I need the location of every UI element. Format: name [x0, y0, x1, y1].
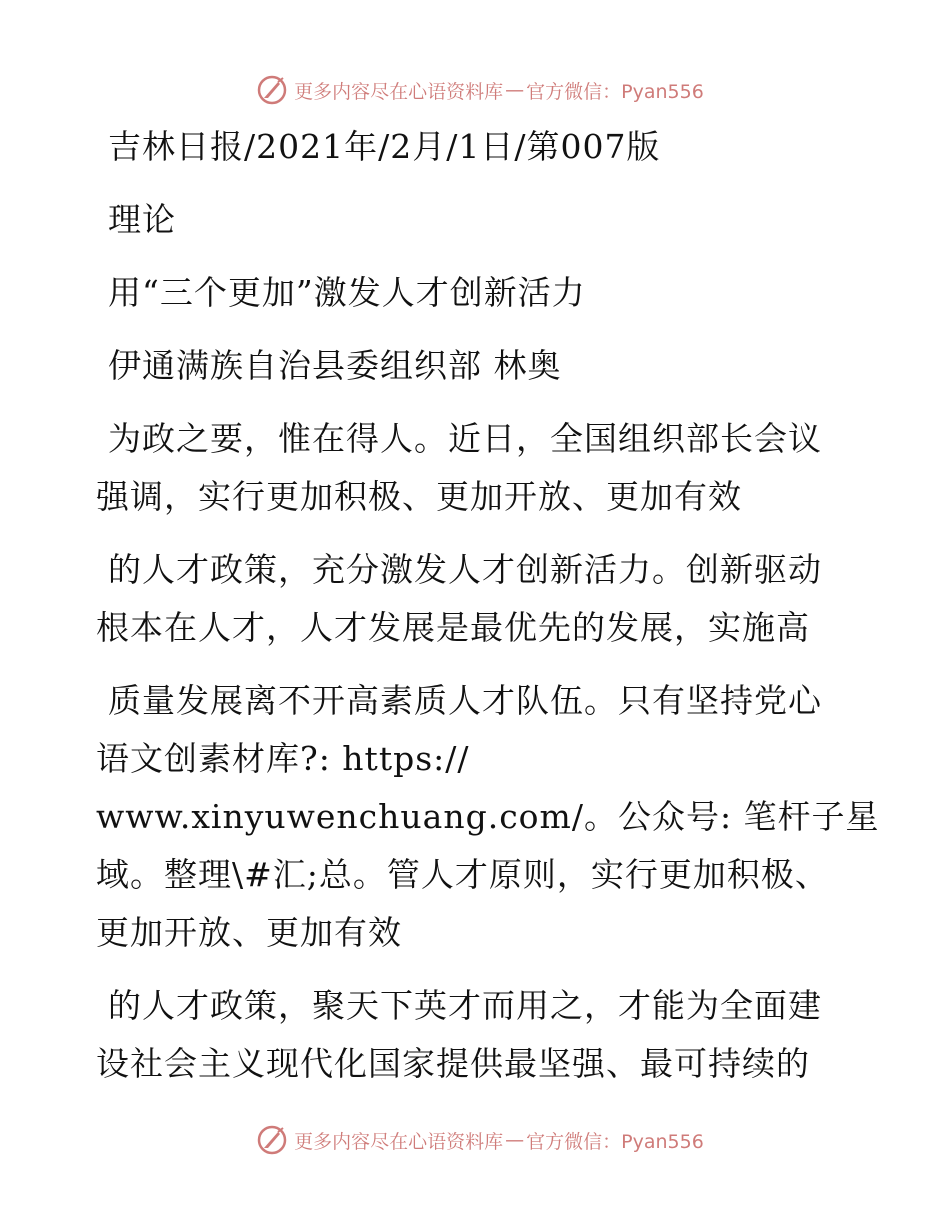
- paragraph-line: 质量发展离不开高素质人才队伍。只有坚持党心: [108, 681, 822, 720]
- source-line: 吉林日报/2021年/2月/1日/第007版: [108, 127, 661, 166]
- article-byline: 伊通满族自治县委组织部 林奥: [108, 346, 562, 385]
- article-title: 用“三个更加”激发人才创新活力: [108, 273, 586, 312]
- paragraph: [96, 672, 880, 962]
- watermark-contact: 官方微信：Pyan556: [526, 80, 704, 103]
- section-label: 理论: [108, 200, 176, 239]
- paragraph: [96, 410, 836, 526]
- watermark-contact: 官方微信：Pyan556: [526, 1130, 704, 1153]
- paragraph: [96, 977, 836, 1093]
- paragraph-line: 域。整理\#汇;总。管人才原则，实行更加积极、: [96, 855, 829, 894]
- quill-logo-icon: [256, 74, 288, 106]
- paragraph-line: 根本在人才，人才发展是最优先的发展，实施高: [96, 608, 810, 647]
- watermark-header: [0, 70, 950, 110]
- paragraph-line: 语文创素材库?: https://: [96, 739, 470, 778]
- quill-logo-icon: [256, 1124, 288, 1156]
- paragraph-line: 强调，实行更加积极、更加开放、更加有效: [96, 477, 742, 516]
- document-body: [96, 118, 880, 1093]
- watermark-footer: [0, 1120, 950, 1160]
- paragraph-line: 的人才政策，充分激发人才创新活力。创新驱动: [108, 550, 822, 589]
- watermark-text: 更多内容尽在心语资料库: [294, 80, 504, 103]
- paragraph-line: 更加开放、更加有效: [96, 913, 402, 952]
- paragraph-line: www.xinyuwenchuang.com/。公众号: 笔杆子星: [96, 797, 880, 836]
- watermark-text: 更多内容尽在心语资料库: [294, 1130, 504, 1153]
- paragraph: [96, 541, 836, 657]
- paragraph-line: 为政之要，惟在得人。近日，全国组织部长会议: [108, 419, 822, 458]
- paragraph-line: 的人才政策，聚天下英才而用之，才能为全面建: [108, 986, 822, 1025]
- watermark-separator: —: [505, 79, 525, 101]
- watermark-separator: —: [505, 1129, 525, 1151]
- paragraph-line: 设社会主义现代化国家提供最坚强、最可持续的: [96, 1044, 810, 1083]
